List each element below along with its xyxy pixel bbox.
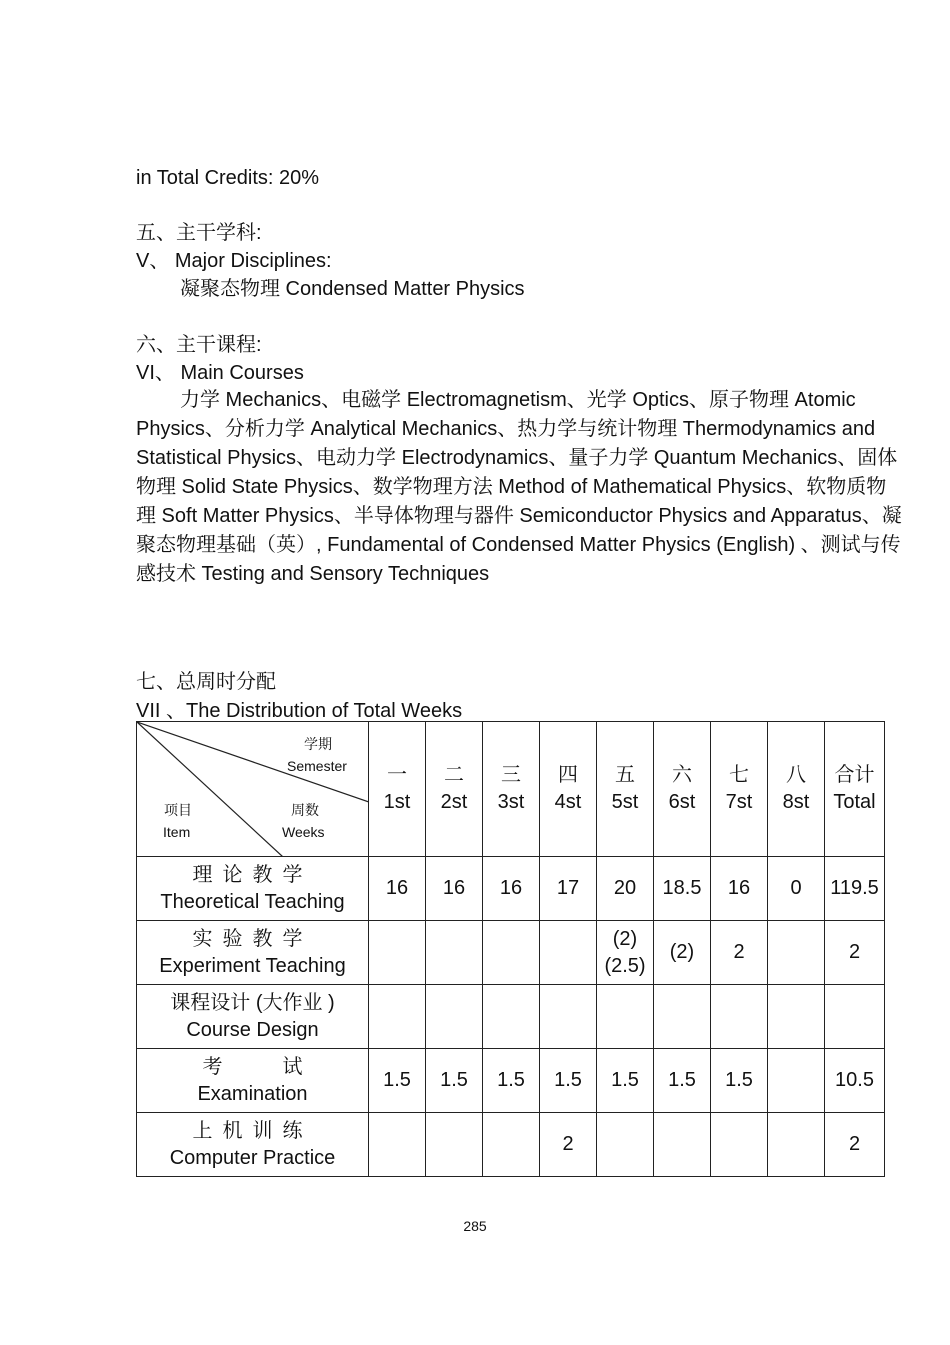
semester-col-2 xyxy=(426,722,483,857)
row-label xyxy=(137,985,369,1049)
semester-col-5 xyxy=(597,722,654,857)
section6-heading-en: VI、 Main Courses xyxy=(136,362,304,384)
table-row xyxy=(137,985,885,1049)
table-cell xyxy=(597,1113,654,1177)
row-label xyxy=(137,1113,369,1177)
cell-line-1: (2) xyxy=(612,927,638,950)
semester-col-8 xyxy=(768,722,825,857)
semester-en: 1st xyxy=(383,791,411,813)
table-cell xyxy=(483,1113,540,1177)
semester-cn: 一 xyxy=(387,764,407,786)
row-label-en: Examination xyxy=(197,1082,308,1105)
table-row xyxy=(137,921,885,985)
semester-en: 8st xyxy=(782,791,810,813)
table-cell: 1.5 xyxy=(711,1049,768,1113)
total-en: Total xyxy=(833,791,876,813)
major-discipline-item: 凝聚态物理 Condensed Matter Physics xyxy=(180,278,525,300)
main-courses-paragraph: 力学 Mechanics、电磁学 Electromagnetism、光学 Optics、原子物理 Atomic Physics、分析力学 Analytical Mechanics、热力学与统计物理 Thermodynamics and Statistical Physics、电动力学 Electrodynamics、量子力学 Quantum Mechanics、固体物理 Solid State Physics、数学物理方法 Method of Mathematical Physics、软物质物理 Soft Matter Physics、半导体物理与器件 Semiconductor Physics and Apparatus、凝聚态物理基础（英）, Fundamental of Condensed Matter Physics (English) 、测试与传感技术 Testing and Sensory Techniques xyxy=(136,389,902,585)
page-number: 285 xyxy=(463,1218,487,1234)
semester-en: 4st xyxy=(554,791,582,813)
row-label-en: Theoretical Teaching xyxy=(160,890,345,913)
table-cell: 2 xyxy=(711,921,768,985)
row-label-cn: 上机训练 xyxy=(192,1119,313,1142)
row-label-en: Computer Practice xyxy=(169,1146,336,1169)
table-cell: (2) xyxy=(654,921,711,985)
table-cell xyxy=(597,985,654,1049)
section5-heading-cn: 五、主干学科: xyxy=(136,222,262,244)
table-cell: 16 xyxy=(711,857,768,921)
row-label-en: Course Design xyxy=(186,1018,319,1041)
row-label-cn: 课程设计 (大作业 ) xyxy=(170,991,335,1014)
semester-en: 5st xyxy=(611,791,639,813)
semester-en: 3st xyxy=(497,791,525,813)
table-row xyxy=(137,1049,885,1113)
table-cell: 1.5 xyxy=(483,1049,540,1113)
table-cell xyxy=(768,985,825,1049)
cell-line-2: (2.5) xyxy=(604,954,646,977)
table-cell: 0 xyxy=(768,857,825,921)
diagonal-header-cell xyxy=(137,722,369,857)
corner-weeks-cn: 周数 xyxy=(291,802,319,818)
table-cell: 1.5 xyxy=(540,1049,597,1113)
table-cell xyxy=(768,921,825,985)
row-label-cn: 实验教学 xyxy=(192,927,313,950)
semester-cn: 六 xyxy=(672,764,692,786)
table-row xyxy=(137,1113,885,1177)
semester-col-7 xyxy=(711,722,768,857)
semester-col-6 xyxy=(654,722,711,857)
corner-item-en: Item xyxy=(163,824,191,840)
table-cell xyxy=(483,921,540,985)
table-cell: 16 xyxy=(369,857,426,921)
section6-heading-cn: 六、主干课程: xyxy=(136,334,262,356)
table-cell xyxy=(369,1113,426,1177)
semester-cn: 四 xyxy=(558,764,578,786)
corner-item-cn: 项目 xyxy=(164,802,192,818)
semester-cn: 二 xyxy=(444,764,464,786)
semester-en: 2st xyxy=(440,791,468,813)
table-header-row xyxy=(137,722,885,857)
table-cell: 2 xyxy=(825,921,885,985)
row-label xyxy=(137,1049,369,1113)
table-cell xyxy=(369,921,426,985)
semester-cn: 八 xyxy=(786,764,806,786)
table-cell xyxy=(711,1113,768,1177)
table-cell: 119.5 xyxy=(825,857,885,921)
credits-line: in Total Credits: 20% xyxy=(136,167,320,189)
table-cell: 17 xyxy=(540,857,597,921)
table-cell xyxy=(540,985,597,1049)
semester-en: 6st xyxy=(668,791,696,813)
table-cell xyxy=(426,985,483,1049)
table-cell: 18.5 xyxy=(654,857,711,921)
row-label xyxy=(137,857,369,921)
table-cell xyxy=(711,985,768,1049)
table-row xyxy=(137,857,885,921)
table-cell xyxy=(768,1049,825,1113)
table-cell xyxy=(768,1113,825,1177)
semester-col-1 xyxy=(369,722,426,857)
corner-weeks-en: Weeks xyxy=(282,824,325,840)
table-cell: 16 xyxy=(426,857,483,921)
table-cell xyxy=(825,985,885,1049)
weeks-distribution-table xyxy=(136,721,885,1177)
total-col xyxy=(825,722,885,857)
total-cn: 合计 xyxy=(834,764,875,786)
table-cell: 16 xyxy=(483,857,540,921)
table-cell xyxy=(369,985,426,1049)
table-cell xyxy=(654,1113,711,1177)
section7-heading-cn: 七、总周时分配 xyxy=(136,671,276,693)
row-label-cn: 理论教学 xyxy=(192,863,313,886)
row-label-en: Experiment Teaching xyxy=(159,954,346,977)
table-cell: 1.5 xyxy=(654,1049,711,1113)
semester-cn: 五 xyxy=(615,764,635,786)
table-cell xyxy=(426,921,483,985)
table-cell xyxy=(483,985,540,1049)
table-cell: 10.5 xyxy=(825,1049,885,1113)
table-cell xyxy=(426,1113,483,1177)
corner-semester-en: Semester xyxy=(287,758,347,774)
row-label xyxy=(137,921,369,985)
section5-heading-en: V、 Major Disciplines: xyxy=(136,250,332,272)
table-cell xyxy=(540,921,597,985)
corner-semester-cn: 学期 xyxy=(304,736,332,752)
row-label-cn: 考 试 xyxy=(202,1055,303,1078)
table-cell: 1.5 xyxy=(597,1049,654,1113)
table-cell: 2 xyxy=(540,1113,597,1177)
table-cell: 20 xyxy=(597,857,654,921)
table-cell: 1.5 xyxy=(426,1049,483,1113)
semester-en: 7st xyxy=(725,791,753,813)
section7-heading-en: VII 、The Distribution of Total Weeks xyxy=(136,700,463,722)
semester-col-3 xyxy=(483,722,540,857)
table-cell: 2 xyxy=(825,1113,885,1177)
table-cell xyxy=(654,985,711,1049)
semester-cn: 三 xyxy=(501,764,521,786)
table-cell xyxy=(597,921,654,985)
semester-cn: 七 xyxy=(729,764,749,786)
semester-col-4 xyxy=(540,722,597,857)
table-cell: 1.5 xyxy=(369,1049,426,1113)
